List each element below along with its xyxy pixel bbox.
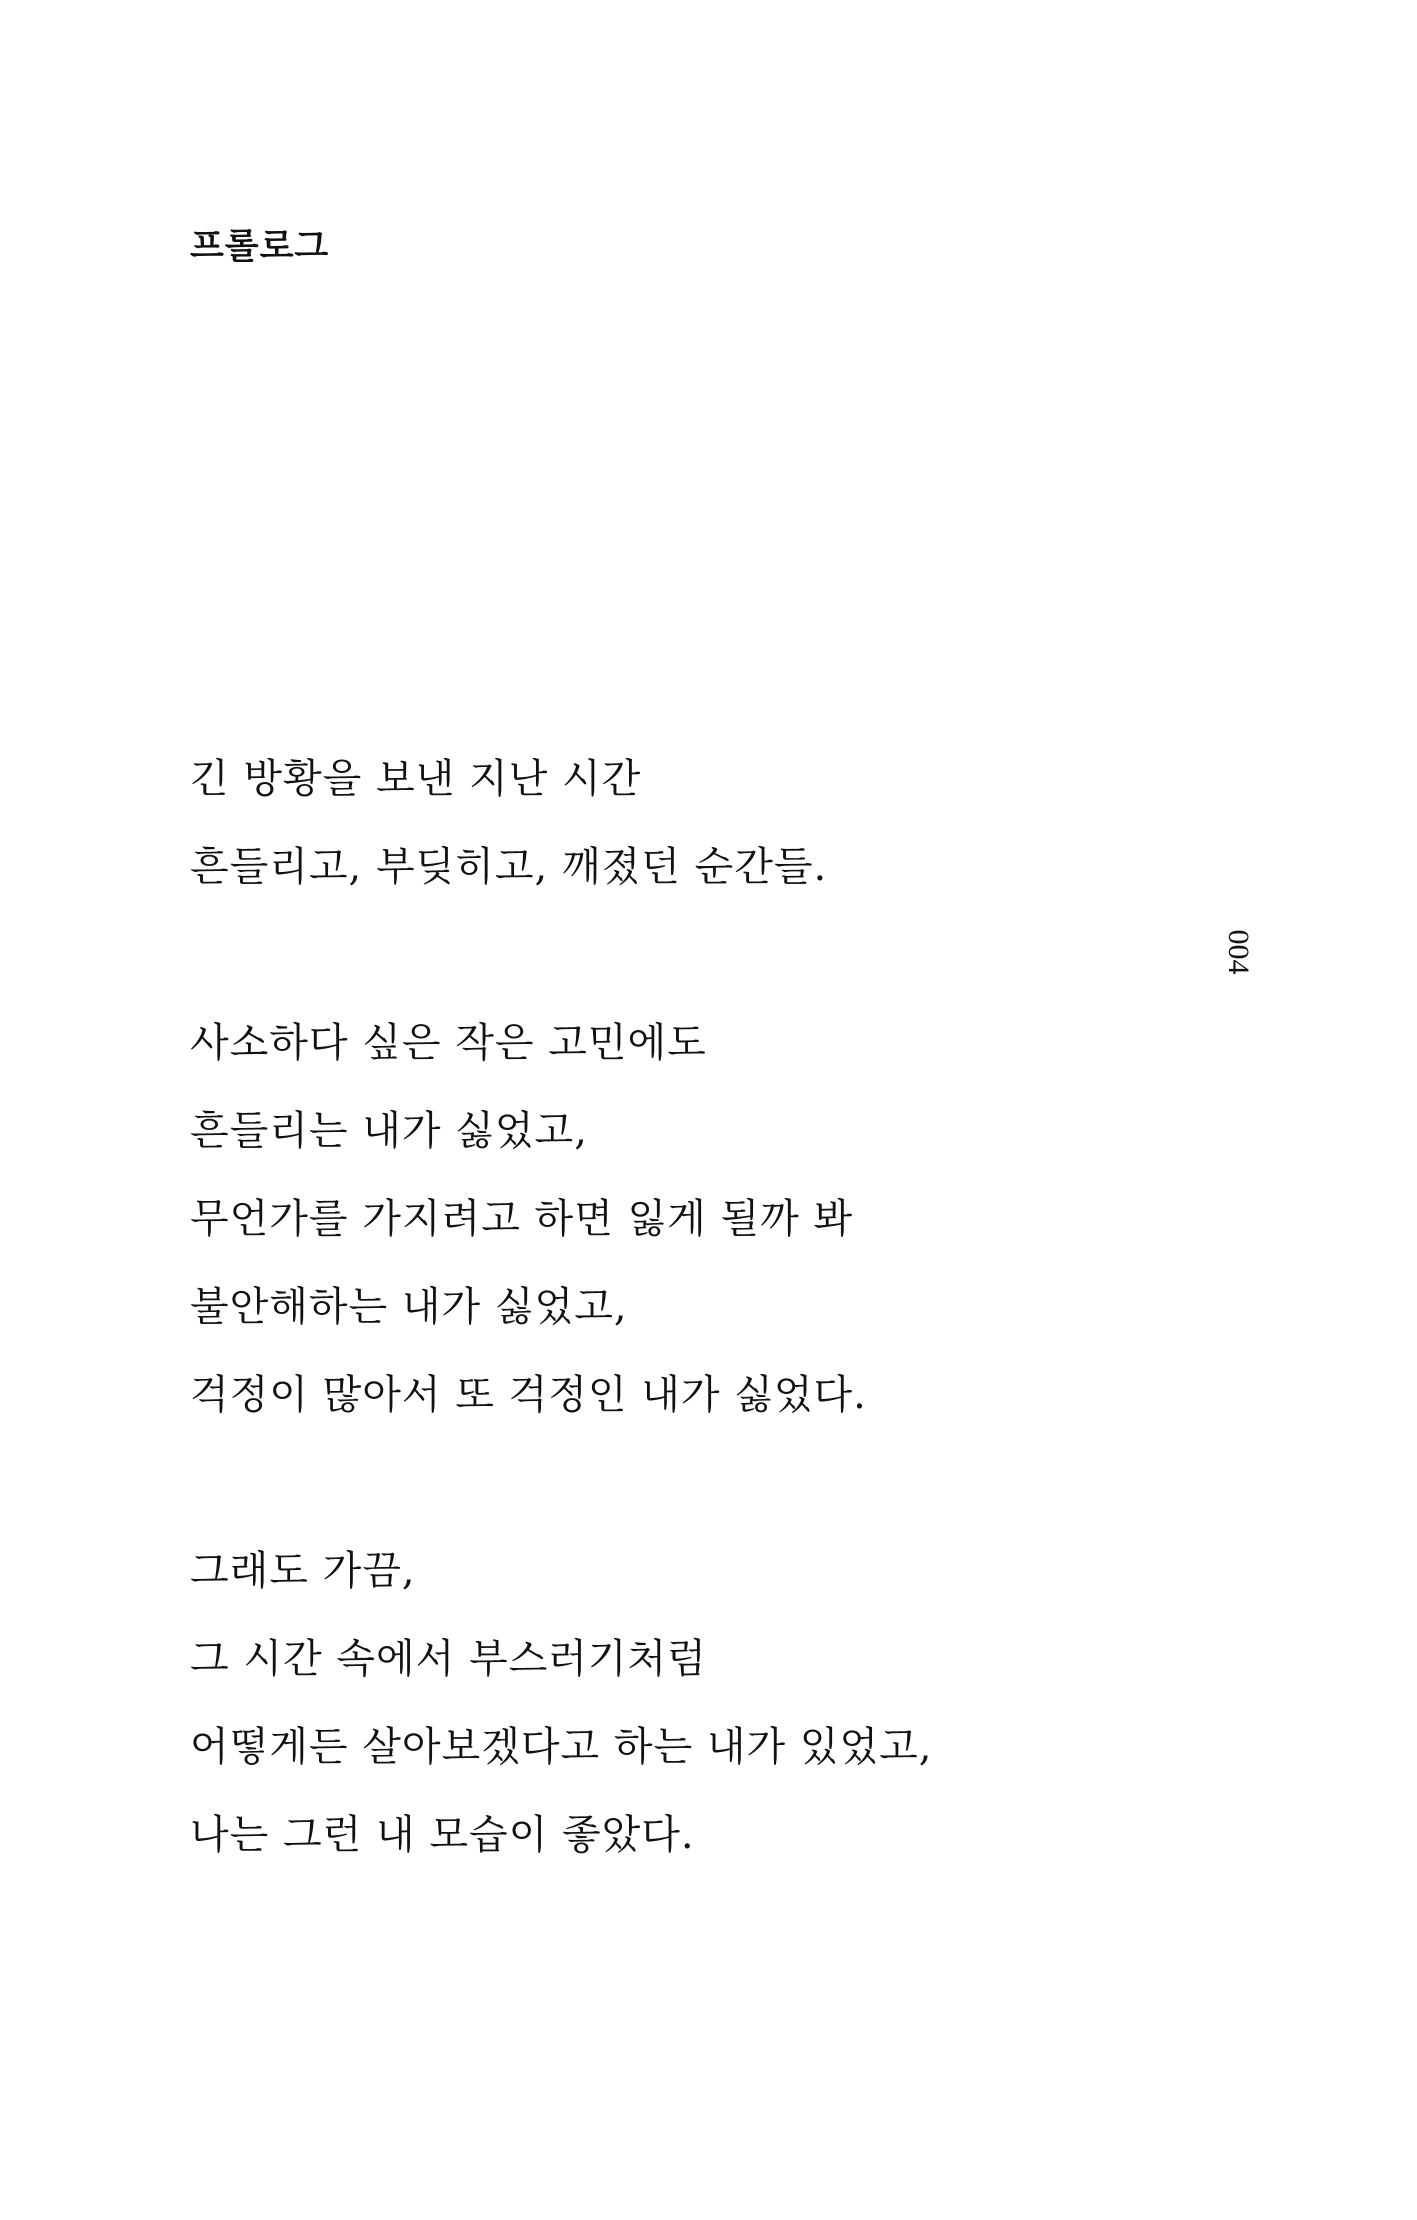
poem-line: 불안해하는 내가 싫었고, — [190, 1284, 628, 1330]
poem-body — [190, 735, 1190, 1879]
poem-line: 그 시간 속에서 부스러기처럼 — [190, 1636, 707, 1682]
page-title: 프롤로그 — [190, 227, 330, 267]
stanza-2 — [190, 999, 1190, 1439]
stanza-3 — [190, 1527, 1190, 1879]
poem-line: 무언가를 가지려고 하면 잃게 될까 봐 — [190, 1196, 854, 1242]
poem-line: 흔들리고, 부딪히고, 깨졌던 순간들. — [190, 844, 828, 890]
poem-line: 어떻게든 살아보겠다고 하는 내가 있었고, — [190, 1724, 933, 1770]
page-number: 004 — [1222, 929, 1255, 975]
poem-line: 사소하다 싶은 작은 고민에도 — [190, 1020, 707, 1066]
poem-line: 그래도 가끔, — [190, 1548, 416, 1594]
stanza-1 — [190, 735, 1190, 911]
poem-line: 나는 그런 내 모습이 좋았다. — [190, 1812, 695, 1858]
poem-line: 걱정이 많아서 또 걱정인 내가 싫었다. — [190, 1372, 867, 1418]
poem-line: 흔들리는 내가 싫었고, — [190, 1108, 588, 1154]
poem-line: 긴 방황을 보낸 지난 시간 — [190, 756, 642, 802]
